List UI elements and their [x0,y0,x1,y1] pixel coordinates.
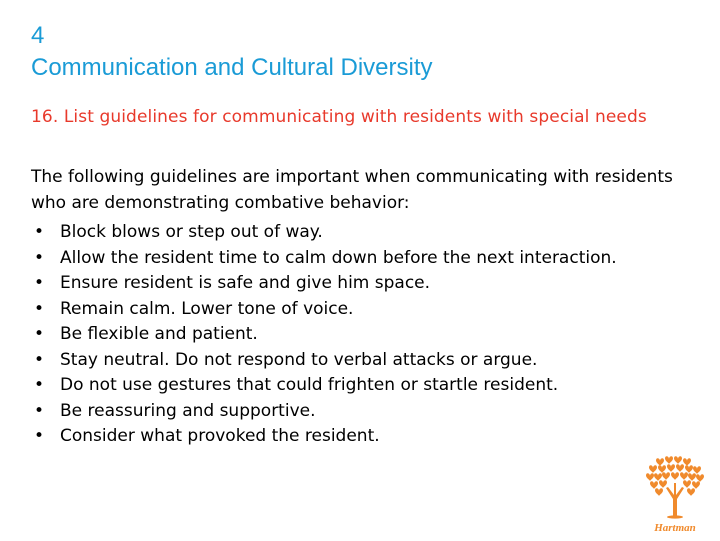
intro-paragraph: The following guidelines are important when communicating with residents who are demonstrating combative behavior: [31,167,673,213]
learning-objective: 16. List guidelines for communicating with residents with special needs [31,107,647,127]
heart-tree-logo-icon [640,455,710,537]
list-item: • Be reassuring and supportive. [31,399,701,425]
logo-wordmark: Hartman [654,522,696,534]
hartman-logo [640,455,710,537]
list-item: • Remain calm. Lower tone of voice. [31,297,701,323]
slide-title [31,20,432,84]
list-item: • Stay neutral. Do not respond to verbal attacks or argue. [31,348,701,374]
guideline-list [31,220,701,450]
list-item: • Do not use gestures that could frighten or startle resident. [31,373,701,399]
list-item: • Allow the resident time to calm down before the next interaction. [31,246,701,272]
chapter-number: 4 [31,22,45,49]
list-item: • Be flexible and patient. [31,322,701,348]
chapter-title: Communication and Cultural Diversity [31,54,433,81]
list-item: • Block blows or step out of way. [31,220,701,246]
list-item: • Ensure resident is safe and give him space. [31,271,701,297]
list-item: • Consider what provoked the resident. [31,424,701,450]
slide-body [31,165,701,450]
